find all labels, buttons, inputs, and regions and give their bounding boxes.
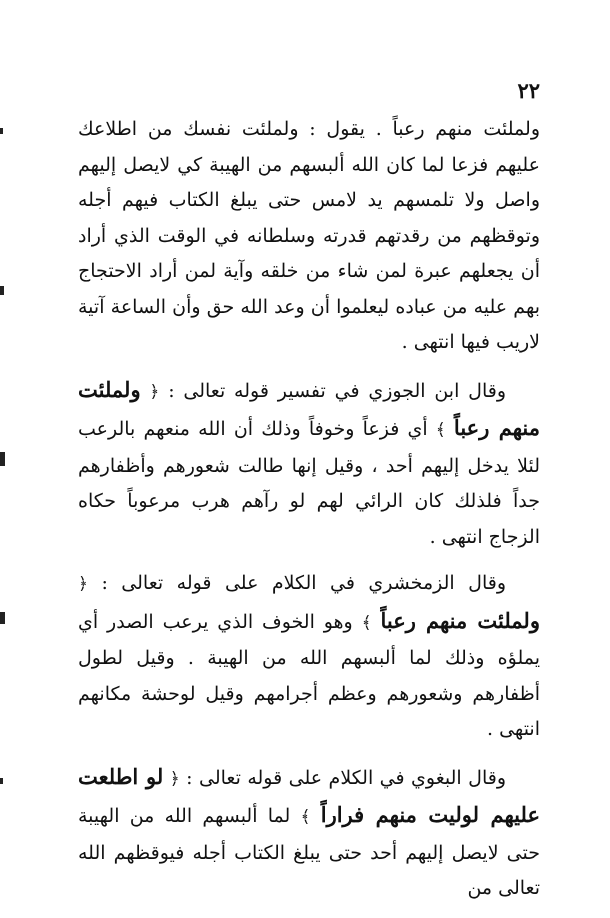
paragraph-3 <box>78 566 540 748</box>
page-body <box>78 112 540 918</box>
scan-edge-mark <box>0 452 5 466</box>
quran-open-brace: ﴿ <box>169 768 180 789</box>
quran-open-brace: ﴿ <box>78 574 88 594</box>
paragraph-2-body: أي فزعاً وخوفاً وذلك أن الله منعهم بالرعب لئلا يدخل إليهم أحد ، وقيل إنها طالت شعورهم وأظفارهم جداً فلذلك كان الرائي لهم لو رآهم هرب مرعوباً حكاه الزجاج انتهى . <box>78 418 540 548</box>
scan-edge-mark <box>0 286 4 295</box>
paragraph-4-intro: وقال البغوي في الكلام على قوله تعالى : <box>186 766 507 789</box>
scan-edge-mark <box>0 128 3 134</box>
quran-open-brace: ﴿ <box>149 381 160 402</box>
paragraph-3-intro: وقال الزمخشري في الكلام على قوله تعالى : <box>101 572 506 594</box>
paragraph-4 <box>78 759 540 907</box>
scan-edge-mark <box>0 612 5 624</box>
quran-close-brace: ﴾ <box>300 807 311 827</box>
quran-close-brace: ﴾ <box>361 612 372 633</box>
scan-edge-mark <box>0 778 3 784</box>
paragraph-2 <box>78 372 540 556</box>
paragraph-3-body: وهو الخوف الذي يرعب الصدر أي يملؤه وذلك لما ألبسهم الله من الهيبة . وقيل لطول أظفارهم وشعورهم وعظم أجرامهم وقيل لوحشة مكانهم انتهى . <box>78 610 540 740</box>
paragraph-2-intro: وقال ابن الجوزي في تفسير قوله تعالى : <box>168 379 507 402</box>
quran-close-brace: ﴾ <box>435 420 446 440</box>
quran-quote: ولملئت منهم رعباً <box>78 376 541 440</box>
paragraph-4-body: لما ألبسهم الله من الهيبة حتى لايصل إليهم أحد حتى يبلغ الكتاب أجله فيوقظهم الله تعالى من <box>78 805 540 899</box>
paragraph-1: ولملئت منهم رعباً . يقول : ولملئت نفسك من اطلاعك عليهم فزعا لما كان الله ألبسهم من الهيبة كي لايصل إليهم واصل ولا تلمسهم يد لامس حتى يبلغ الكتاب فيهم أجله وتوقظهم من رقدتهم قدرته وسلطانه في الوقت الذي أراد أن يجعلهم عبرة لمن شاء من خلقه وآية لمن أراد الاحتجاج بهم عليه من عباده ليعلموا أن وعد الله حق وأن الساعة آتية لاريب فيها انتهى . <box>78 118 540 353</box>
quran-quote: ولملئت منهم رعباً <box>380 607 540 633</box>
page-number: ٢٢ <box>517 78 540 103</box>
quran-quote: لو اطلعت عليهم لوليت منهم فراراً <box>78 763 540 827</box>
